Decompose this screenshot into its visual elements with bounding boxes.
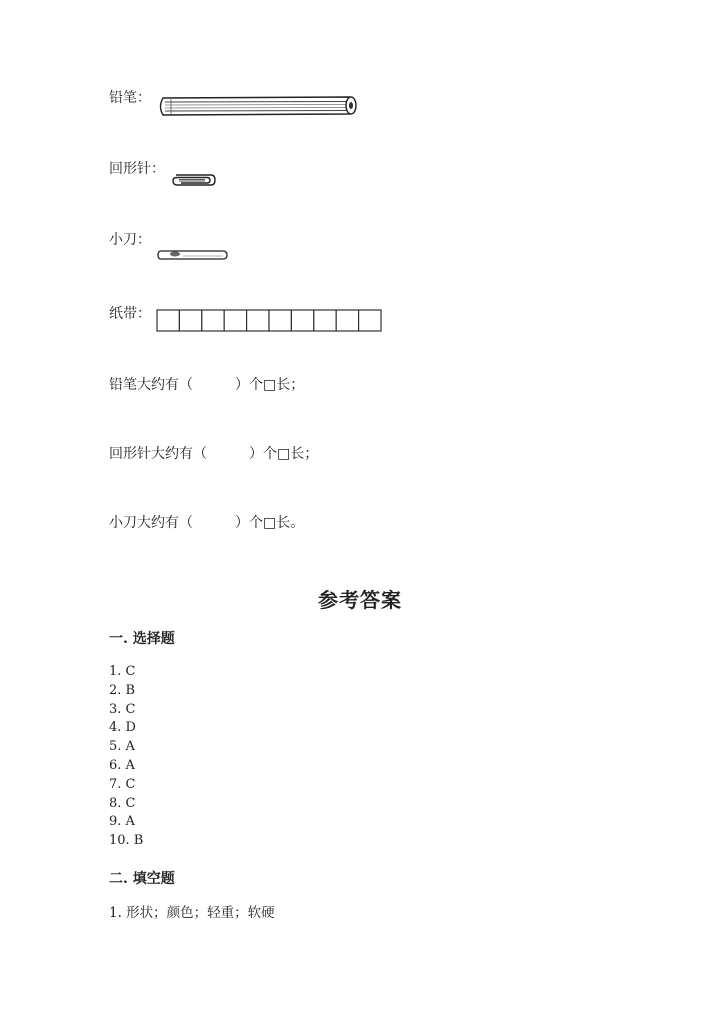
question-knife: 小刀大约有（ ）个□长。	[109, 515, 305, 531]
choice-answer: 7. C	[109, 776, 136, 792]
section-multiple-choice: 一. 选择题	[109, 631, 175, 647]
question-paperclip: 回形针大约有（ ）个□长；	[109, 446, 319, 462]
choice-answer: 10. B	[109, 833, 144, 849]
strip-cell	[336, 310, 358, 331]
answer-key-title: 参考答案	[318, 588, 402, 612]
paperclip-label: 回形针：	[109, 161, 165, 177]
choice-answer: 9. A	[109, 814, 135, 830]
strip-cell	[314, 310, 336, 331]
pencil-illustration	[157, 93, 359, 119]
strip-cell	[157, 310, 179, 331]
paper-strip-label: 纸带：	[109, 306, 151, 322]
strip-cell	[224, 310, 246, 331]
choice-answer: 2. B	[109, 682, 136, 698]
strip-cell	[359, 310, 381, 331]
section-fill-in-blank: 二. 填空题	[109, 871, 175, 887]
choice-answer-list	[109, 663, 143, 851]
question-pencil: 铅笔大约有（ ）个□长；	[109, 377, 305, 393]
choice-answer: 4. D	[109, 720, 136, 736]
choice-answer: 8. C	[109, 795, 136, 811]
choice-answer: 6. A	[109, 757, 135, 773]
fill-answer: 1. 形状；颜色；轻重；软硬	[109, 905, 275, 921]
strip-cell	[179, 310, 201, 331]
choice-answer: 3. C	[109, 701, 136, 717]
strip-cell	[202, 310, 224, 331]
knife-label: 小刀：	[109, 232, 151, 248]
strip-cell	[291, 310, 313, 331]
strip-cell	[269, 310, 291, 331]
paperclip-illustration	[171, 173, 217, 188]
knife-illustration	[157, 249, 229, 261]
choice-answer: 5. A	[109, 739, 135, 755]
strip-cell	[247, 310, 269, 331]
choice-answer: 1. C	[109, 664, 136, 679]
pencil-label: 铅笔：	[109, 90, 151, 106]
paper-strip	[155, 308, 385, 334]
